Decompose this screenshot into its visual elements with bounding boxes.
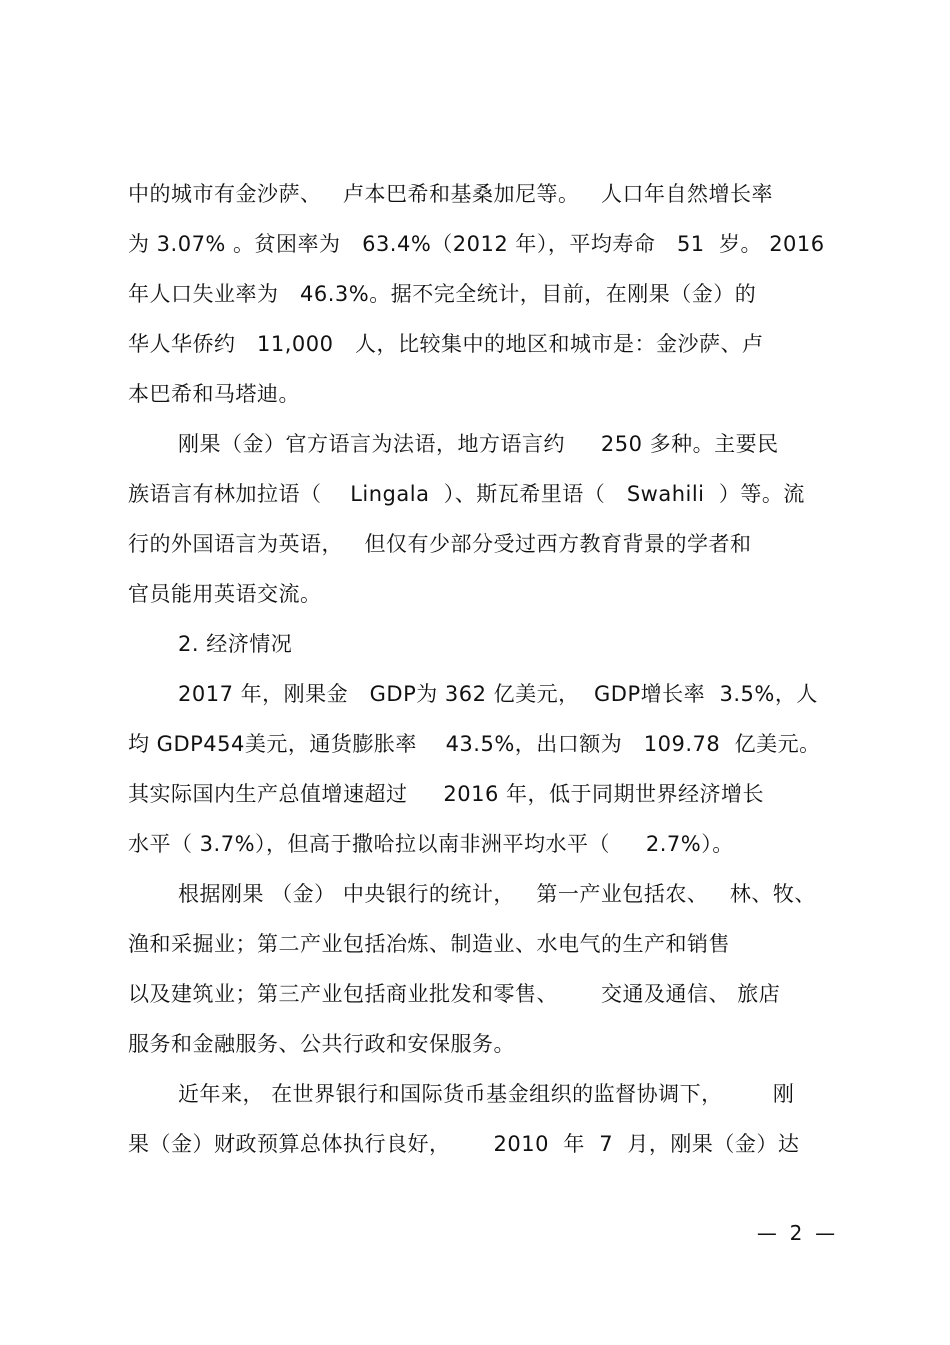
text-line: 渔和采掘业；第二产业包括冶炼、制造业、水电气的生产和销售: [128, 932, 730, 956]
text-line: 年人口失业率为 46.3%。据不完全统计，目前，在刚果（金）的: [128, 282, 757, 306]
text-line: 行的外国语言为英语， 但仅有少部分受过西方教育背景的学者和: [128, 532, 752, 556]
text-line: 华人华侨约 11,000 人，比较集中的地区和城市是：金沙萨、卢: [128, 332, 764, 356]
text-line: 族语言有林加拉语（ Lingala ）、斯瓦希里语（ Swahili ）等。流: [128, 482, 805, 506]
text-line: 根据刚果 （金） 中央银行的统计， 第一产业包括农、 林、牧、: [178, 882, 816, 906]
text-line: 均 GDP454美元，通货膨胀率 43.5%，出口额为 109.78 亿美元。: [128, 732, 821, 756]
text-line: 果（金）财政预算总体执行良好， 2010 年 7 月，刚果（金）达: [128, 1132, 800, 1156]
text-line: 本巴希和马塔迪。: [128, 382, 300, 406]
text-line: 水平（ 3.7%），但高于撒哈拉以南非洲平均水平（ 2.7%）。: [128, 832, 734, 856]
text-line: 刚果（金）官方语言为法语，地方语言约 250 多种。主要民: [178, 432, 779, 456]
text-line: 以及建筑业；第三产业包括商业批发和零售、 交通及通信、 旅店: [128, 982, 781, 1006]
text-line: 其实际国内生产总值增速超过 2016 年，低于同期世界经济增长: [128, 782, 764, 806]
text-line: 官员能用英语交流。: [128, 582, 322, 606]
section-heading: 2. 经济情况: [178, 632, 293, 656]
text-line: 为 3.07% 。贫困率为 63.4%（2012 年），平均寿命 51 岁。 2016: [128, 232, 825, 256]
text-line: 近年来， 在世界银行和国际货币基金组织的监督协调下， 刚: [178, 1082, 795, 1106]
text-line: 2017 年，刚果金 GDP为 362 亿美元， GDP增长率 3.5%，人: [178, 682, 818, 706]
text-line: 中的城市有金沙萨、 卢本巴希和基桑加尼等。 人口年自然增长率: [128, 182, 774, 206]
page-number: — 2 —: [756, 1221, 836, 1245]
text-line: 服务和金融服务、公共行政和安保服务。: [128, 1032, 515, 1056]
